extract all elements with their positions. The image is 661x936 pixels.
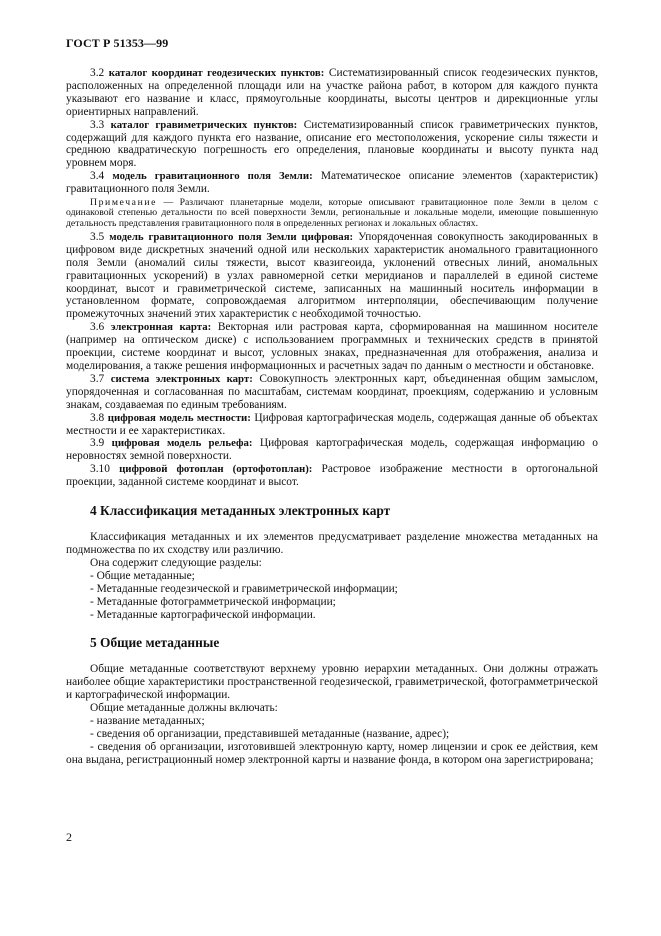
section-5-heading: 5 Общие метаданные [90,635,220,651]
list-item: - Метаданные картографической информации. [90,608,316,621]
term: электронная карта: [110,321,212,334]
list-item: - Общие метаданные; [90,569,195,582]
term: система электронных карт: [110,372,253,385]
list-item: - Метаданные геодезической и гравиметрической информации; [90,582,398,595]
term: каталог координат геодезических пунктов: [108,67,325,79]
definition-3-4: 3.4 модель гравитационного поля Земли: Математическое описание элементов (характеристик) гравитационного поля Земли. [66,170,598,196]
section-4-paragraph: Она содержит следующие разделы: [90,556,262,569]
list-item: - название метаданных; [90,715,205,728]
section-4-paragraph: Классификация метаданных и их элементов предусматривает разделение множества метаданных на подмножества по их сходству или различию. [66,531,598,556]
page-number: 2 [66,830,72,844]
definition-3-7: 3.7 система электронных карт: Совокупность электронных карт, объединенная общим замыслом, упорядоченная и согласованная по масштабам, системам координат, проекциям, содержанию и условным знакам, создаваемая по единым требованиям. [66,372,598,411]
definition-3-2: 3.2 каталог координат геодезических пунктов: Систематизированный список геодезических пунктов, расположенных на определенной площади или на участке района работ, в котором для каждого пункта указывают его название и класс, прямоугольные координаты, высоты центров и дирекционные углы ориентирных направлений. [66,67,598,118]
definition-3-6: 3.6 электронная карта: Векторная или растровая карта, сформированная на машинном носителе (например на оптическом диске) с использованием программных и технических средств в принятой проекции, системе координат и высот, условных знаках, предназначенная для отображения, анализа и моделирования, а также решения информационных и расчетных задач по данным о местности и обстановке. [66,321,598,373]
term: цифровая модель рельефа: [111,437,253,450]
note-label: Примечание [90,197,158,209]
term: каталог гравиметрических пунктов: [110,118,298,131]
document-header: ГОСТ Р 51353—99 [66,36,169,50]
document-page [66,36,598,767]
definition-3-8: 3.8 цифровая модель местности: Цифровая картографическая модель, содержащая данные об объектах местности и ее характеристиках. [66,411,598,437]
section-5-paragraph: Общие метаданные должны включать: [90,702,278,715]
definition-3-9: 3.9 цифровая модель рельефа: Цифровая картографическая модель, содержащая информацию о неровностях земной поверхности. [66,437,598,463]
definition-3-3: 3.3 каталог гравиметрических пунктов: Систематизированный список гравиметрических пунктов, содержащий для каждого пункта его название, описание его местоположения, ускорение силы тяжести и среднюю квадратическую погрешность его определения, плановые координаты и высоту пункта над уровнем моря. [66,118,598,170]
term: модель гравитационного поля Земли: [112,170,313,183]
term: цифровой фотоплан (ортофотоплан): [119,463,313,476]
section-4-heading: 4 Классификация метаданных электронных карт [90,503,391,519]
definition-3-5: 3.5 модель гравитационного поля Земли цифровая: Упорядоченная совокупность закодированных в цифровом виде дискретных значений одной или нескольких характеристик аномального гравитационного поля Земли (аномалий силы тяжести, высот квазигеоида, уклонений отвесных линий, аномальных гравитационных ускорений) в узлах равномерной сетки меридианов и параллелей в единой системе координат, высот и гравиметрической системе, записанных на машинный носитель информации в установленном формате, сопровождаемая алгоритмом интерполяции, обеспечивающим получение промежуточных значений этих характеристик с необходимой точностью. [66,230,599,321]
definition-3-10: 3.10 цифровой фотоплан (ортофотоплан): Растровое изображение местности в ортогональной проекции, заданной системе координат и высот. [66,463,598,489]
section-5-paragraph: Общие метаданные соответствуют верхнему уровню иерархии метаданных. Они должны отражать наиболее общие характеристики пространственной геодезической, гравиметрической, фотограмметрической и картографической информации. [66,663,598,702]
list-item: - сведения об организации, представившей метаданные (название, адрес); [90,727,450,740]
term: модель гравитационного поля Земли цифровая: [109,230,354,243]
term: цифровая модель местности: [107,411,251,424]
list-item: - сведения об организации, изготовившей электронную карту, номер лицензии и срок ее действия, кем она выдана, регистрационный номер электронной карты и название фонда, в котором она зарегистрирована; [66,740,598,766]
note: Примечание — Различают планетарные модели, которые описывают гравитационное поле Земли в целом с одинаковой степенью детальности по всей поверхности Земли, региональные и локальные модели, имеющие повышенную детальность представления гравитационного поля в определенных регионах и локальных областях. [66,197,598,229]
list-item: - Метаданные фотограмметрической информации; [90,595,336,608]
